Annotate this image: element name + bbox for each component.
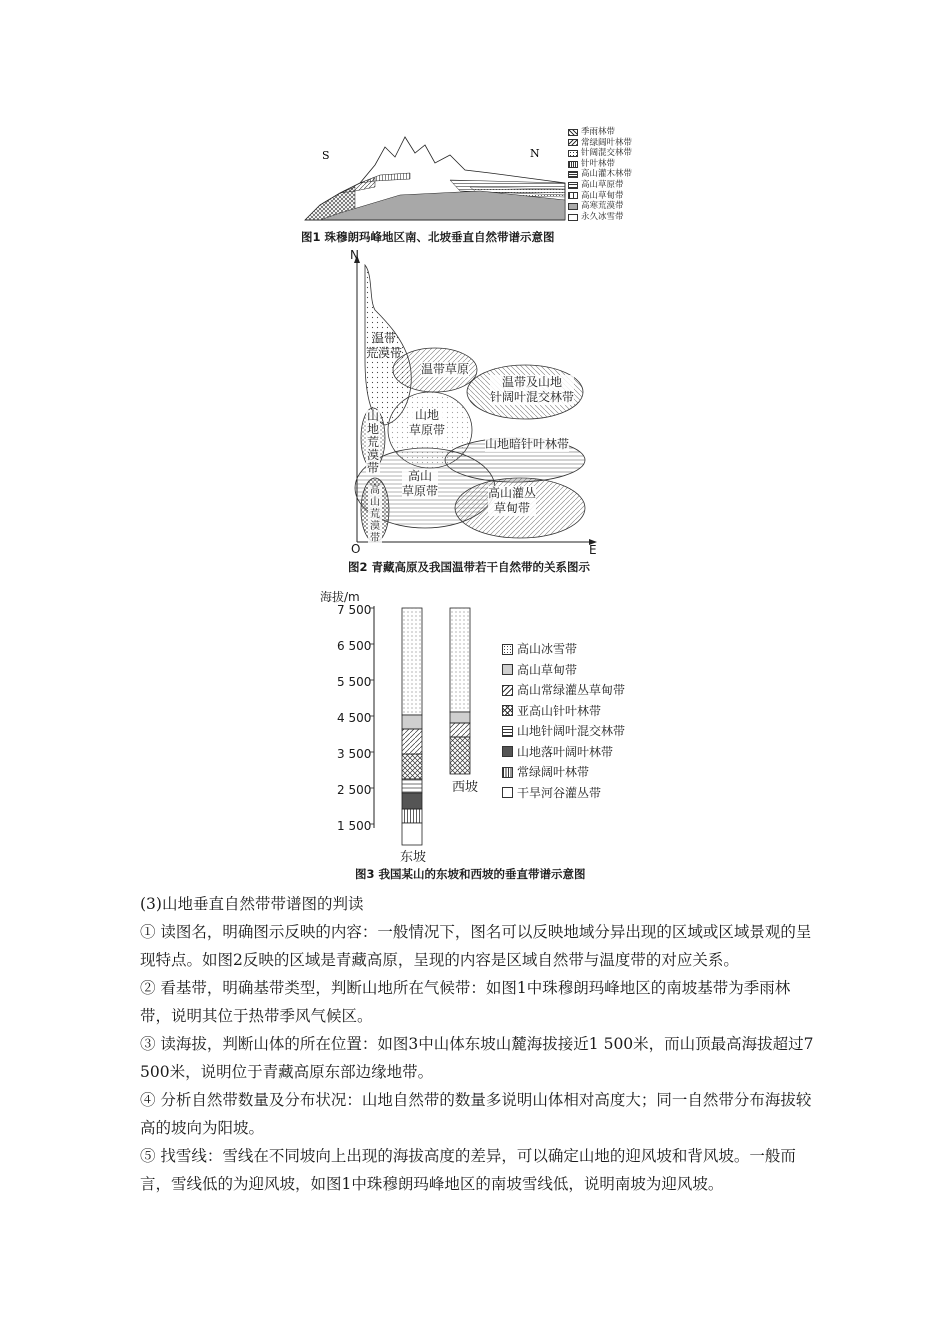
fig1-south-label: S <box>322 149 330 162</box>
figure-1-caption: 图1 珠穆朗玛峰地区南、北坡垂直自然带谱示意图 <box>301 230 555 244</box>
zone-temperate-desert: 温带 荒漠带 <box>366 331 403 360</box>
paragraph-5: ⑤ 找雪线：雪线在不同坡向上出现的海拔高度的差异，可以确定山地的迎风坡和背风坡。一般而言，雪线低的为迎风坡，如图1中珠穆朗玛峰地区的南坡雪线低，说明南坡为迎风坡。 <box>140 1147 796 1193</box>
legend-item: 高山灌木林带 <box>581 169 633 180</box>
legend-item: 山地落叶阔叶林带 <box>517 744 614 759</box>
y-tick: 5 500 <box>337 675 372 689</box>
fig2-axis-o: O <box>351 542 361 556</box>
legend-item: 常绿阔叶林带 <box>517 765 590 779</box>
legend-item: 高山冰雪带 <box>517 642 578 656</box>
zone-dark-conifer: 山地暗针叶林带 <box>485 437 570 451</box>
legend-item: 亚高山针叶林带 <box>517 703 602 718</box>
section-heading: (3)山地垂直自然带带谱图的判读 <box>140 895 364 913</box>
figure-1-profile <box>300 125 570 225</box>
y-tick: 1 500 <box>337 819 372 833</box>
zone-mountain-desert: 山地荒漠带 <box>366 409 379 475</box>
fig2-axis-e: E <box>589 543 597 557</box>
zone-alpine-desert: 高山荒漠带 <box>370 485 380 544</box>
legend-item: 常绿阔叶林带 <box>581 137 633 148</box>
y-tick: 4 500 <box>337 711 372 725</box>
legend-item: 高山草原带 <box>581 179 624 190</box>
zone-alpine-steppe: 高山 草原带 <box>402 469 439 498</box>
figure-3-legend <box>502 639 625 803</box>
zone-mixed-forest: 温带及山地 针阔叶混交林带 <box>490 375 575 404</box>
legend-item: 季雨林带 <box>581 127 616 137</box>
zone-alpine-meadow: 高山灌丛 草甸带 <box>488 486 537 515</box>
y-tick: 6 500 <box>337 639 372 653</box>
paragraph-2: ② 看基带，明确基带类型，判断山地所在气候带：如图1中珠穆朗玛峰地区的南坡基带为季雨林带，说明其位于热带季风气候区。 <box>140 979 791 1025</box>
fig2-axis-n: N <box>350 248 359 262</box>
fig3-east-label: 东坡 <box>400 850 427 865</box>
zone-mountain-steppe: 山地 草原带 <box>409 408 446 437</box>
paragraph-4: ④ 分析自然带数量及分布状况：山地自然带的数量多说明山体相对高度大；同一自然带分布海拔较高的坡向为阳坡。 <box>140 1091 812 1137</box>
fig1-north-label: N <box>530 147 540 160</box>
figure-2-caption: 图2 青藏高原及我国温带若干自然带的关系图示 <box>348 560 591 574</box>
paragraph-3: ③ 读海拔，判断山体的所在位置：如图3中山体东坡山麓海拔接近1 500米，而山顶最高海拔超过7 500米，说明位于青藏高原东部边缘地带。 <box>140 1035 814 1081</box>
legend-item: 针叶林带 <box>581 158 616 169</box>
legend-item: 高寒荒漠带 <box>581 201 624 212</box>
body-text <box>140 890 820 1198</box>
fig3-west-label: 西坡 <box>452 780 479 795</box>
paragraph-1: ① 读图名，明确图示反映的内容：一般情况下，图名可以反映地域分异出现的区域或区域景观的呈现特点。如图2反映的区域是青藏高原，呈现的内容是区域自然带与温度带的对应关系。 <box>140 923 812 969</box>
y-tick: 2 500 <box>337 783 372 797</box>
figure-1-legend <box>568 127 632 222</box>
figure-3-columns <box>370 598 480 853</box>
legend-item: 高山草甸带 <box>581 190 624 201</box>
y-tick: 3 500 <box>337 747 372 761</box>
legend-item: 高山常绿灌丛草甸带 <box>517 683 626 697</box>
zone-temperate-steppe: 温带草原 <box>421 362 470 376</box>
legend-item: 高山草甸带 <box>517 662 578 677</box>
legend-item: 永久冰雪带 <box>581 211 624 222</box>
figure-3-caption: 图3 我国某山的东坡和西坡的垂直带谱示意图 <box>355 867 586 881</box>
fig3-y-unit: 海拔/m <box>320 590 360 604</box>
legend-item: 山地针阔叶混交林带 <box>517 724 626 738</box>
y-tick: 7 500 <box>337 603 372 617</box>
legend-item: 针阔混交林带 <box>581 148 633 159</box>
legend-item: 干旱河谷灌丛带 <box>517 785 602 800</box>
